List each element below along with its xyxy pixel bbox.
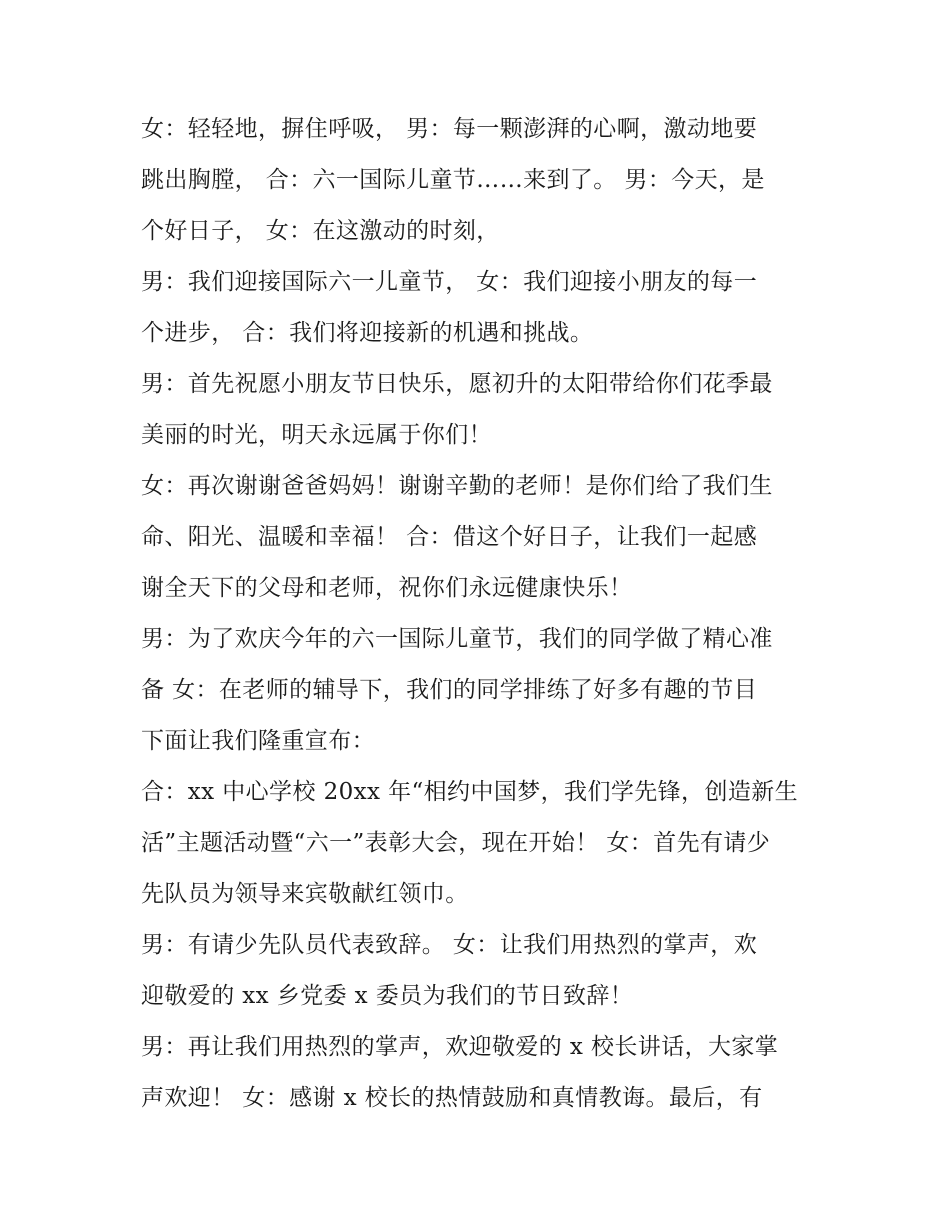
text-line: 男：有请少先队员代表致辞。 女：让我们用热烈的掌声，欢 <box>141 932 758 958</box>
document-body <box>141 104 821 1124</box>
text-line: 男：首先祝愿小朋友节日快乐，愿初升的太阳带给你们花季最 <box>141 371 773 397</box>
text-line: 迎敬爱的 xx 乡党委 x 委员为我们的节日致辞！ <box>141 983 634 1009</box>
text-line: 个好日子， 女：在这激动的时刻， <box>141 218 500 244</box>
text-line: 命、阳光、温暖和幸福！ 合：借这个好日子，让我们一起感 <box>141 524 758 550</box>
text-line: 美丽的时光，明天永远属于你们！ <box>141 422 492 448</box>
text-line: 跳出胸膛， 合：六一国际儿童节……来到了。 男：今天，是 <box>141 167 765 193</box>
text-line: 声欢迎！ 女：感谢 x 校长的热情鼓励和真情教诲。最后，有 <box>141 1085 763 1111</box>
text-line: 合：xx 中心学校 20xx 年“相约中国梦，我们学先锋，创造新生 <box>141 779 799 805</box>
text-line: 下面让我们隆重宣布： <box>141 728 375 754</box>
text-line: 男：再让我们用热烈的掌声，欢迎敬爱的 x 校长讲话，大家掌 <box>141 1034 779 1060</box>
text-line: 谢全天下的父母和老师，祝你们永远健康快乐！ <box>141 575 633 601</box>
text-line: 个进步， 合：我们将迎接新的机遇和挑战。 <box>141 320 594 346</box>
text-line: 女：轻轻地，摒住呼吸， 男：每一颗澎湃的心啊，激动地要 <box>141 116 758 142</box>
text-line: 女：再次谢谢爸爸妈妈！谢谢辛勤的老师！是你们给了我们生 <box>141 473 773 499</box>
text-line: 男：我们迎接国际六一儿童节， 女：我们迎接小朋友的每一 <box>141 269 758 295</box>
text-line: 活”主题活动暨“六一”表彰大会，现在开始！ 女：首先有请少 <box>141 830 771 856</box>
text-line: 先队员为领导来宾敬献红领巾。 <box>141 881 469 907</box>
text-line: 男：为了欢庆今年的六一国际儿童节，我们的同学做了精心准 <box>141 626 773 652</box>
text-line: 备 女：在老师的辅导下，我们的同学排练了好多有趣的节目 <box>141 677 758 703</box>
